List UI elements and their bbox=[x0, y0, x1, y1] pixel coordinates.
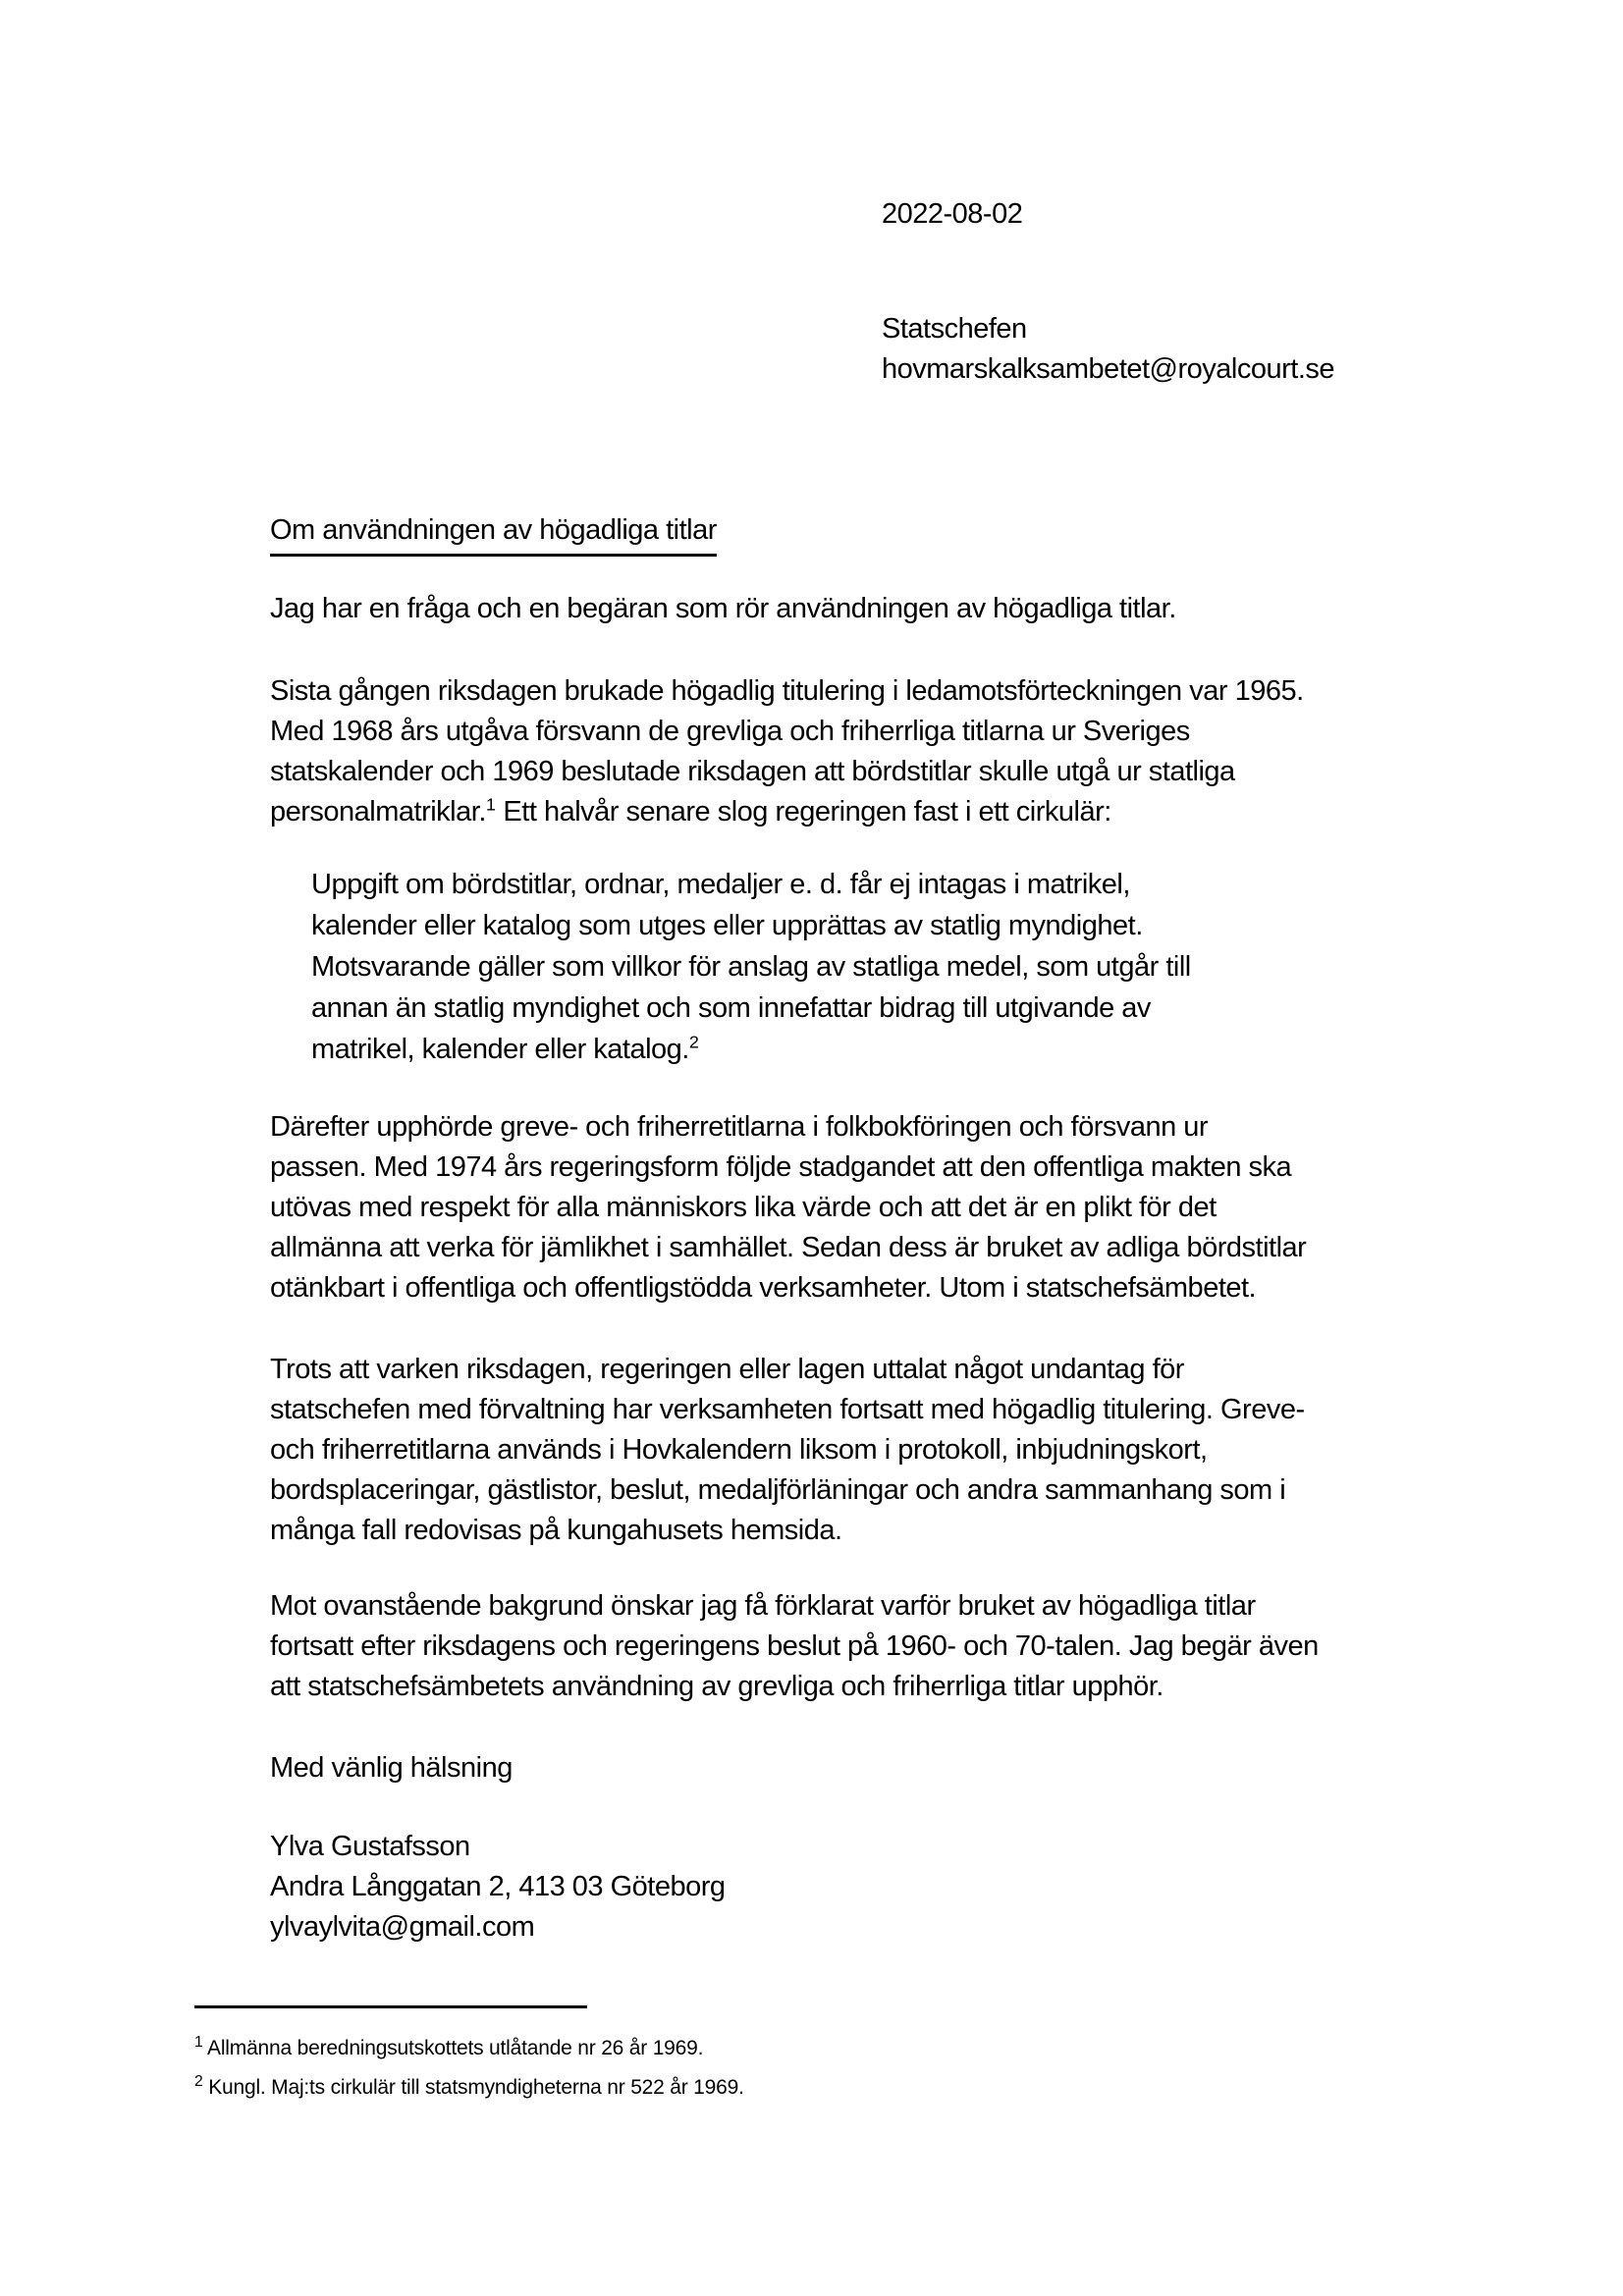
text-line: passen. Med 1974 års regeringsform följde stadgandet att den offentliga makten ska bbox=[270, 1151, 1292, 1183]
text-line: statschefen med förvaltning har verksamheten fortsatt med högadlig titulering. Greve- bbox=[270, 1394, 1305, 1425]
text-line: utövas med respekt för alla människors lika värde och att det är en plikt för det bbox=[270, 1192, 1217, 1223]
text-line: och friherretitlarna används i Hovkalendern liksom i protokoll, inbjudningskort, bbox=[270, 1434, 1208, 1466]
text-line: allmänna att verka för jämlikhet i samhället. Sedan dess är bruket av adliga bördstitlar bbox=[270, 1232, 1307, 1263]
subject-text: Om användningen av högadliga titlar bbox=[270, 510, 717, 557]
text-line bbox=[311, 1029, 1191, 1070]
text-line: Motsvarande gäller som villkor för anslag av statliga medel, som utgår till bbox=[311, 951, 1191, 983]
text-line: många fall redovisas på kungahusets hemsida. bbox=[270, 1515, 842, 1546]
text-segment: personalmatriklar. bbox=[270, 796, 486, 828]
paragraph-court-practice bbox=[270, 1350, 1305, 1551]
text-line: att statschefsämbetets användning av grevliga och friherrliga titlar upphör. bbox=[270, 1671, 1163, 1702]
footnote-ref-2: 2 bbox=[688, 1032, 699, 1052]
blockquote-circular bbox=[311, 864, 1191, 1070]
paragraph-intro bbox=[270, 589, 1176, 629]
text-line bbox=[270, 792, 1304, 832]
text-line: fortsatt efter riksdagens och regeringens beslut på 1960- och 70-talen. Jag begär även bbox=[270, 1630, 1319, 1662]
paragraph-request bbox=[270, 1586, 1319, 1707]
text-line: Jag har en fråga och en begäran som rör användningen av högadliga titlar. bbox=[270, 593, 1176, 624]
text-line: annan än statlig myndighet och som innefattar bidrag till utgivande av bbox=[311, 992, 1151, 1024]
text-line: kalender eller katalog som utges eller upprättas av statlig myndighet. bbox=[311, 910, 1143, 941]
text-line: statskalender och 1969 beslutade riksdagen att bördstitlar skulle utgå ur statliga bbox=[270, 756, 1235, 787]
letter-date: 2022-08-02 bbox=[882, 198, 1023, 230]
footnote-1-text: Allmänna beredningsutskottets utlåtande nr 26 år 1969. bbox=[202, 2037, 704, 2059]
closing-line bbox=[270, 1748, 513, 1789]
text-line: otänkbart i offentliga och offentligstödda verksamheter. Utom i statschefsämbetet. bbox=[270, 1272, 1257, 1304]
footnote-2-text: Kungl. Maj:ts cirkulär till statsmyndigheterna nr 522 år 1969. bbox=[202, 2076, 744, 2099]
text-line: Sista gången riksdagen brukade högadlig titulering i ledamotsförteckningen var 1965. bbox=[270, 675, 1304, 707]
paragraph-background bbox=[270, 671, 1304, 832]
text-segment: matrikel, kalender eller katalog. bbox=[311, 1034, 689, 1065]
text-line: Med vänlig hälsning bbox=[270, 1752, 513, 1784]
paragraph-aftermath bbox=[270, 1107, 1306, 1308]
text-line: Trots att varken riksdagen, regeringen eller lagen uttalat något undantag för bbox=[270, 1354, 1184, 1385]
signature-email: ylvaylvita@gmail.com bbox=[270, 1911, 535, 1943]
text-line: Med 1968 års utgåva försvann de grevliga och friherrliga titlarna ur Sveriges bbox=[270, 716, 1190, 747]
signature-address: Andra Långgatan 2, 413 03 Göteborg bbox=[270, 1871, 726, 1902]
recipient-email: hovmarskalksambetet@royalcourt.se bbox=[882, 353, 1335, 385]
footnote-1-marker: 1 bbox=[194, 2034, 203, 2051]
signature-name: Ylva Gustafsson bbox=[270, 1831, 470, 1862]
recipient-block bbox=[882, 309, 1334, 390]
recipient-name: Statschefen bbox=[882, 313, 1027, 345]
footnote-2-marker: 2 bbox=[194, 2073, 203, 2090]
footnote-ref-1: 1 bbox=[485, 794, 496, 815]
text-line: bordsplaceringar, gästlistor, beslut, medaljförläningar och andra sammanhang som i bbox=[270, 1474, 1286, 1506]
text-line: Mot ovanstående bakgrund önskar jag få förklarat varför bruket av högadliga titlar bbox=[270, 1590, 1256, 1622]
footnote-separator bbox=[194, 2005, 587, 2008]
footnote-2 bbox=[194, 2073, 744, 2103]
text-line: Uppgift om bördstitlar, ordnar, medaljer e. d. får ej intagas i matrikel, bbox=[311, 869, 1130, 900]
subject-line bbox=[270, 510, 717, 557]
signature-block bbox=[270, 1827, 726, 1948]
footnote-1 bbox=[194, 2034, 703, 2063]
text-line: Därefter upphörde greve- och friherretitlarna i folkbokföringen och försvann ur bbox=[270, 1111, 1209, 1143]
text-segment: Ett halvår senare slog regeringen fast i ett cirkulär: bbox=[495, 796, 1111, 828]
